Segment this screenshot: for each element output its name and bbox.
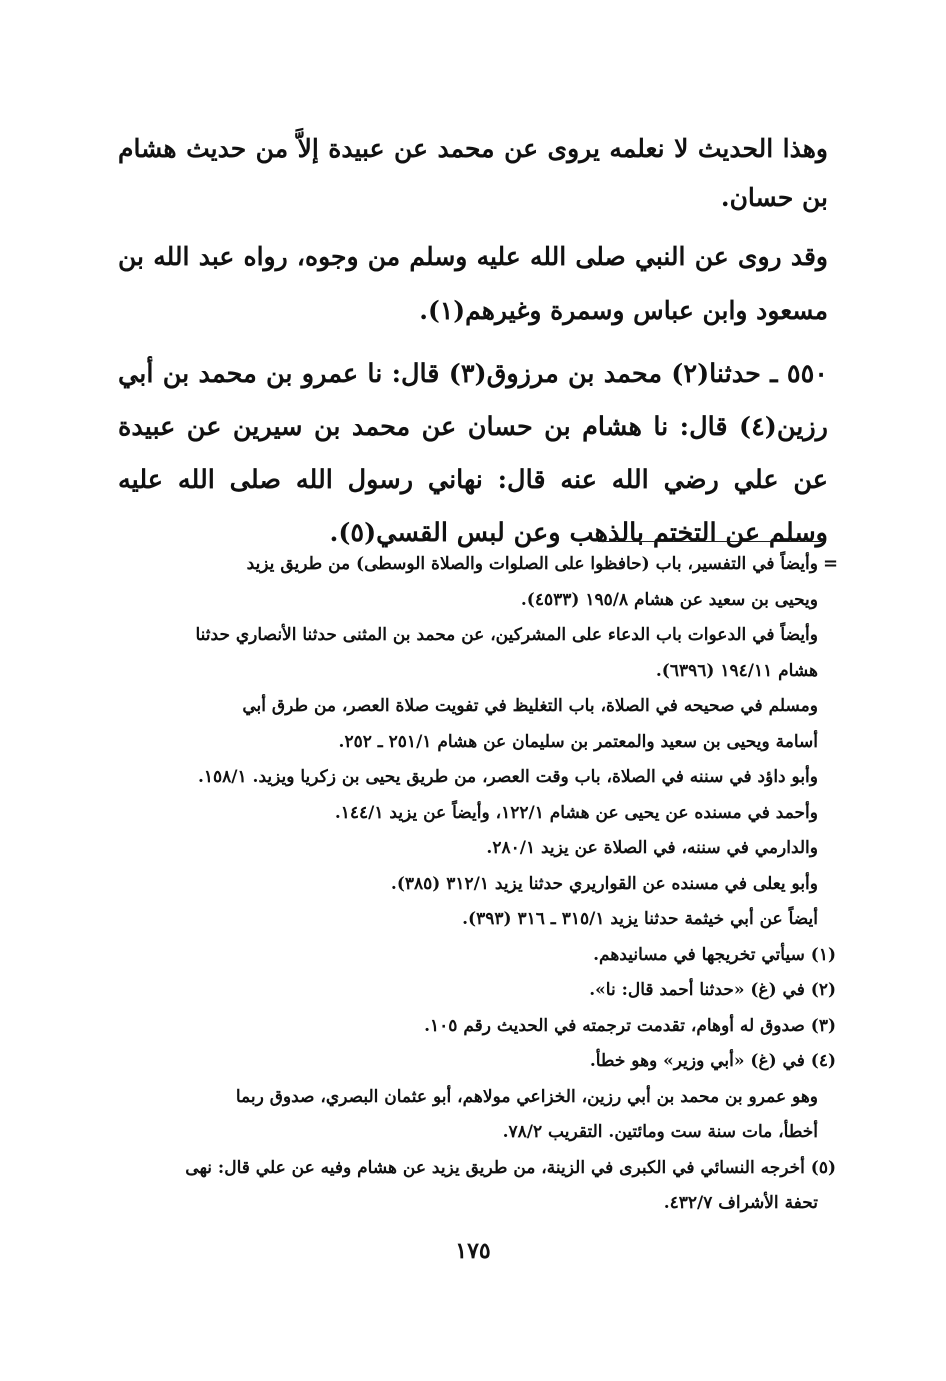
paragraph-hadith-comment: وهذا الحديث لا نعلمه يروى عن محمد عن عبيدة إلاَّ من حديث هشام بن حسان.: [118, 134, 828, 212]
footnote-line: وأبو داؤد في سننه في الصلاة، باب وقت العصر، من طريق يحيى بن زكريا ويزيد. ١٥٨/١.: [197, 767, 818, 787]
paragraph-hadith-550: ٥٥٠ ـ حدثنا(٢) محمد بن مرزوق(٣) قال: نا عمرو بن محمد بن أبي رزين(٤) قال: نا هشام بن حسان عن محمد بن سيرين عن عبيدة عن علي رضي الله عنه قال: نهاني رسول الله صلى الله عليه وسلم عن التختم بالذهب وعن لبس القسي(٥).: [118, 359, 828, 548]
page-number: ١٧٥: [455, 1238, 491, 1264]
footnote-line: (٤) في (غ) «أبي وزير» وهو خطأ.: [589, 1051, 836, 1071]
footnote-line: وهو عمرو بن محمد بن أبي رزين، الخزاعي مولاهم، أبو عثمان البصري، صدوق ربما: [235, 1086, 818, 1107]
footnote-line: وأيضاً في الدعوات باب الدعاء على المشركين، عن محمد بن المثنى حدثنا الأنصاري حدثنا: [195, 625, 818, 645]
footnote-line: وأيضاً في التفسير، باب (حافظوا على الصلوات والصلاة الوسطى) من طريق يزيد: [246, 554, 818, 574]
footnote-line: والدارمي في سننه، في الصلاة عن يزيد ٢٨٠/١.: [486, 838, 818, 858]
footnote-line: وأحمد في مسنده عن يحيى عن هشام ١٢٢/١، وأيضاً عن يزيد ١٤٤/١.: [334, 802, 818, 823]
footnote-line: (٥) أخرجه النسائي في الكبرى في الزينة، من طريق يزيد عن هشام وفيه عن علي قال: نهى: [185, 1157, 836, 1178]
footnote-line: أيضاً عن أبي خيثمة حدثنا يزيد ٣١٥/١ ـ ٣١٦ (٣٩٣).: [462, 909, 818, 929]
footnote-line: ومسلم في صحيحه في الصلاة، باب التغليظ في تفويت صلاة العصر، من طرق أبي: [242, 696, 818, 716]
main-text: [118, 124, 828, 560]
continuation-mark: =: [823, 553, 839, 574]
footnotes: [118, 547, 836, 1222]
footnote-line: ويحيى بن سعيد عن هشام ١٩٥/٨ (٤٥٣٣).: [520, 589, 818, 610]
footnote-line: (٣) صدوق له أوهام، تقدمت ترجمته في الحديث رقم ١٠٥.: [424, 1015, 836, 1036]
footnote-line: (٢) في (غ) «حدثنا أحمد قال: نا».: [589, 980, 836, 1000]
paragraph-other-narrations: وقد روى عن النبي صلى الله عليه وسلم من وجوه، رواه عبد الله بن مسعود وابن عباس وسمرة وغيرهم(١).: [118, 242, 828, 325]
footnote-line: (١) سيأتي تخريجها في مسانيدهم.: [593, 944, 836, 965]
footnote-line: تحفة الأشراف ٤٣٢/٧.: [663, 1193, 818, 1213]
footnote-line: أسامة ويحيى بن سعيد والمعتمر بن سليمان عن هشام ٢٥١/١ ـ ٢٥٢.: [338, 731, 818, 752]
footnote-separator: [598, 541, 822, 542]
footnote-line: هشام ١٩٤/١١ (٦٣٩٦).: [655, 660, 818, 681]
footnote-line: وأبو يعلى في مسنده عن القواريري حدثنا يزيد ٣١٢/١ (٣٨٥).: [390, 873, 818, 894]
footnote-line: أخطأ، مات سنة ست ومائتين. التقريب ٧٨/٢.: [502, 1122, 818, 1142]
